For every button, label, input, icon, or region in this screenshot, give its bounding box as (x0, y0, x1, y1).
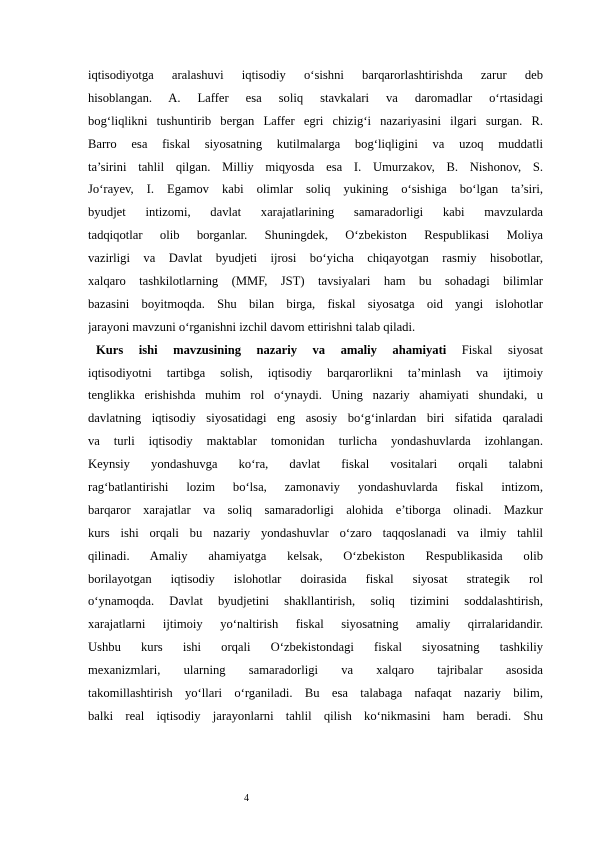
text-line: o‘ynamoqda. Davlat byudjetini shakllantirish, soliq tizimini soddalashtirish, (88, 594, 543, 609)
document-page (88, 64, 543, 728)
text-line: rag‘batlantirishi lozim bo‘lsa, zamonaviy yondashuvlarda fiskal intizom, (88, 480, 543, 495)
text-line: borilayotgan iqtisodiy islohotlar doirasida fiskal siyosat strategik rol (88, 571, 543, 586)
text-line: bog‘liqlikni tushuntirib bergan Laffer egri chizig‘i nazariyasini ilgari surgan. R. (88, 113, 543, 128)
paragraph-intro (88, 64, 543, 339)
text-line: bazasini boyitmoqda. Shu bilan birga, fiskal siyosatga oid yangi islohotlar (88, 296, 543, 311)
text-line: vazirligi va Davlat byudjeti ijrosi bo‘yicha chiqayotgan rasmiy hisobotlar, (88, 251, 543, 266)
text-line: xalqaro tashkilotlarning (MMF, JST) tavsiyalari ham bu sohadagi bilimlar (88, 274, 543, 289)
text-line: davlatning iqtisodiy siyosatidagi eng asosiy bo‘g‘inlardan biri sifatida qaraladi (88, 411, 543, 426)
text-line: Jo‘rayev, I. Egamov kabi olimlar soliq yukining o‘sishiga bo‘lgan ta’siri, (88, 182, 543, 197)
text-line: barqaror xarajatlar va soliq samaradorligi alohida e’tiborga olinadi. Mazkur (88, 502, 543, 517)
text-line: balki real iqtisodiy jarayonlarni tahlil qilish ko‘nikmasini ham beradi. Shu (88, 708, 543, 723)
text-line: Barro esa fiskal siyosatning kutilmalarga bog‘liqligini va uzoq muddatli (88, 136, 543, 151)
text-line: jarayoni mavzuni o‘rganishni izchil davom ettirishni talab qiladi. (88, 319, 416, 334)
text-line: hisoblangan. A. Laffer esa soliq stavkalari va daromadlar o‘rtasidagi (88, 90, 543, 105)
text-line: mexanizmlari, ularning samaradorligi va xalqaro tajribalar asosida (88, 663, 543, 678)
paragraph-significance (88, 339, 543, 728)
text-line: va turli iqtisodiy maktablar tomonidan turlicha yondashuvlarda izohlangan. (88, 434, 543, 449)
text-line: Ushbu kurs ishi orqali O‘zbekistondagi fiskal siyosatning tashkiliy (88, 640, 543, 655)
text-line: iqtisodiyotga aralashuvi iqtisodiy o‘sishni barqarorlashtirishda zarur deb (88, 68, 543, 82)
text-line: qilinadi. Amaliy ahamiyatga kelsak, O‘zbekiston Respublikasida olib (88, 548, 543, 563)
text-line: iqtisodiyotni tartibga solish, iqtisodiy barqarorlikni ta’minlash va ijtimoiy (88, 365, 543, 380)
text-line: takomillashtirish yo‘llari o‘rganiladi. Bu esa talabaga nafaqat nazariy bilim, (88, 686, 543, 701)
section-lead-line (88, 339, 543, 362)
page-number: 4 (244, 793, 249, 804)
text-line: byudjet intizomi, davlat xarajatlarining samaradorligi kabi mavzularda (88, 205, 543, 220)
section-heading: Kurs ishi mavzusining nazariy va amaliy ahamiyati (96, 342, 447, 357)
text-line: xarajatlarni ijtimoiy yo‘naltirish fiskal siyosatning amaliy qirralaridandir. (88, 617, 543, 632)
text-line: Keynsiy yondashuvga ko‘ra, davlat fiskal vositalari orqali talabni (88, 457, 543, 472)
text-line: kurs ishi orqali bu nazariy yondashuvlar o‘zaro taqqoslanadi va ilmiy tahlil (88, 525, 543, 540)
text-line: tadqiqotlar olib borganlar. Shuningdek, O‘zbekiston Respublikasi Moliya (88, 228, 543, 243)
text-line: tenglikka erishishda muhim rol o‘ynaydi. Uning nazariy ahamiyati shundaki, u (88, 388, 543, 403)
text-line: ta’sirini tahlil qilgan. Milliy miqyosda esa I. Umurzakov, B. Nishonov, S. (88, 159, 543, 174)
text-fragment: Fiskal siyosat (446, 342, 543, 357)
